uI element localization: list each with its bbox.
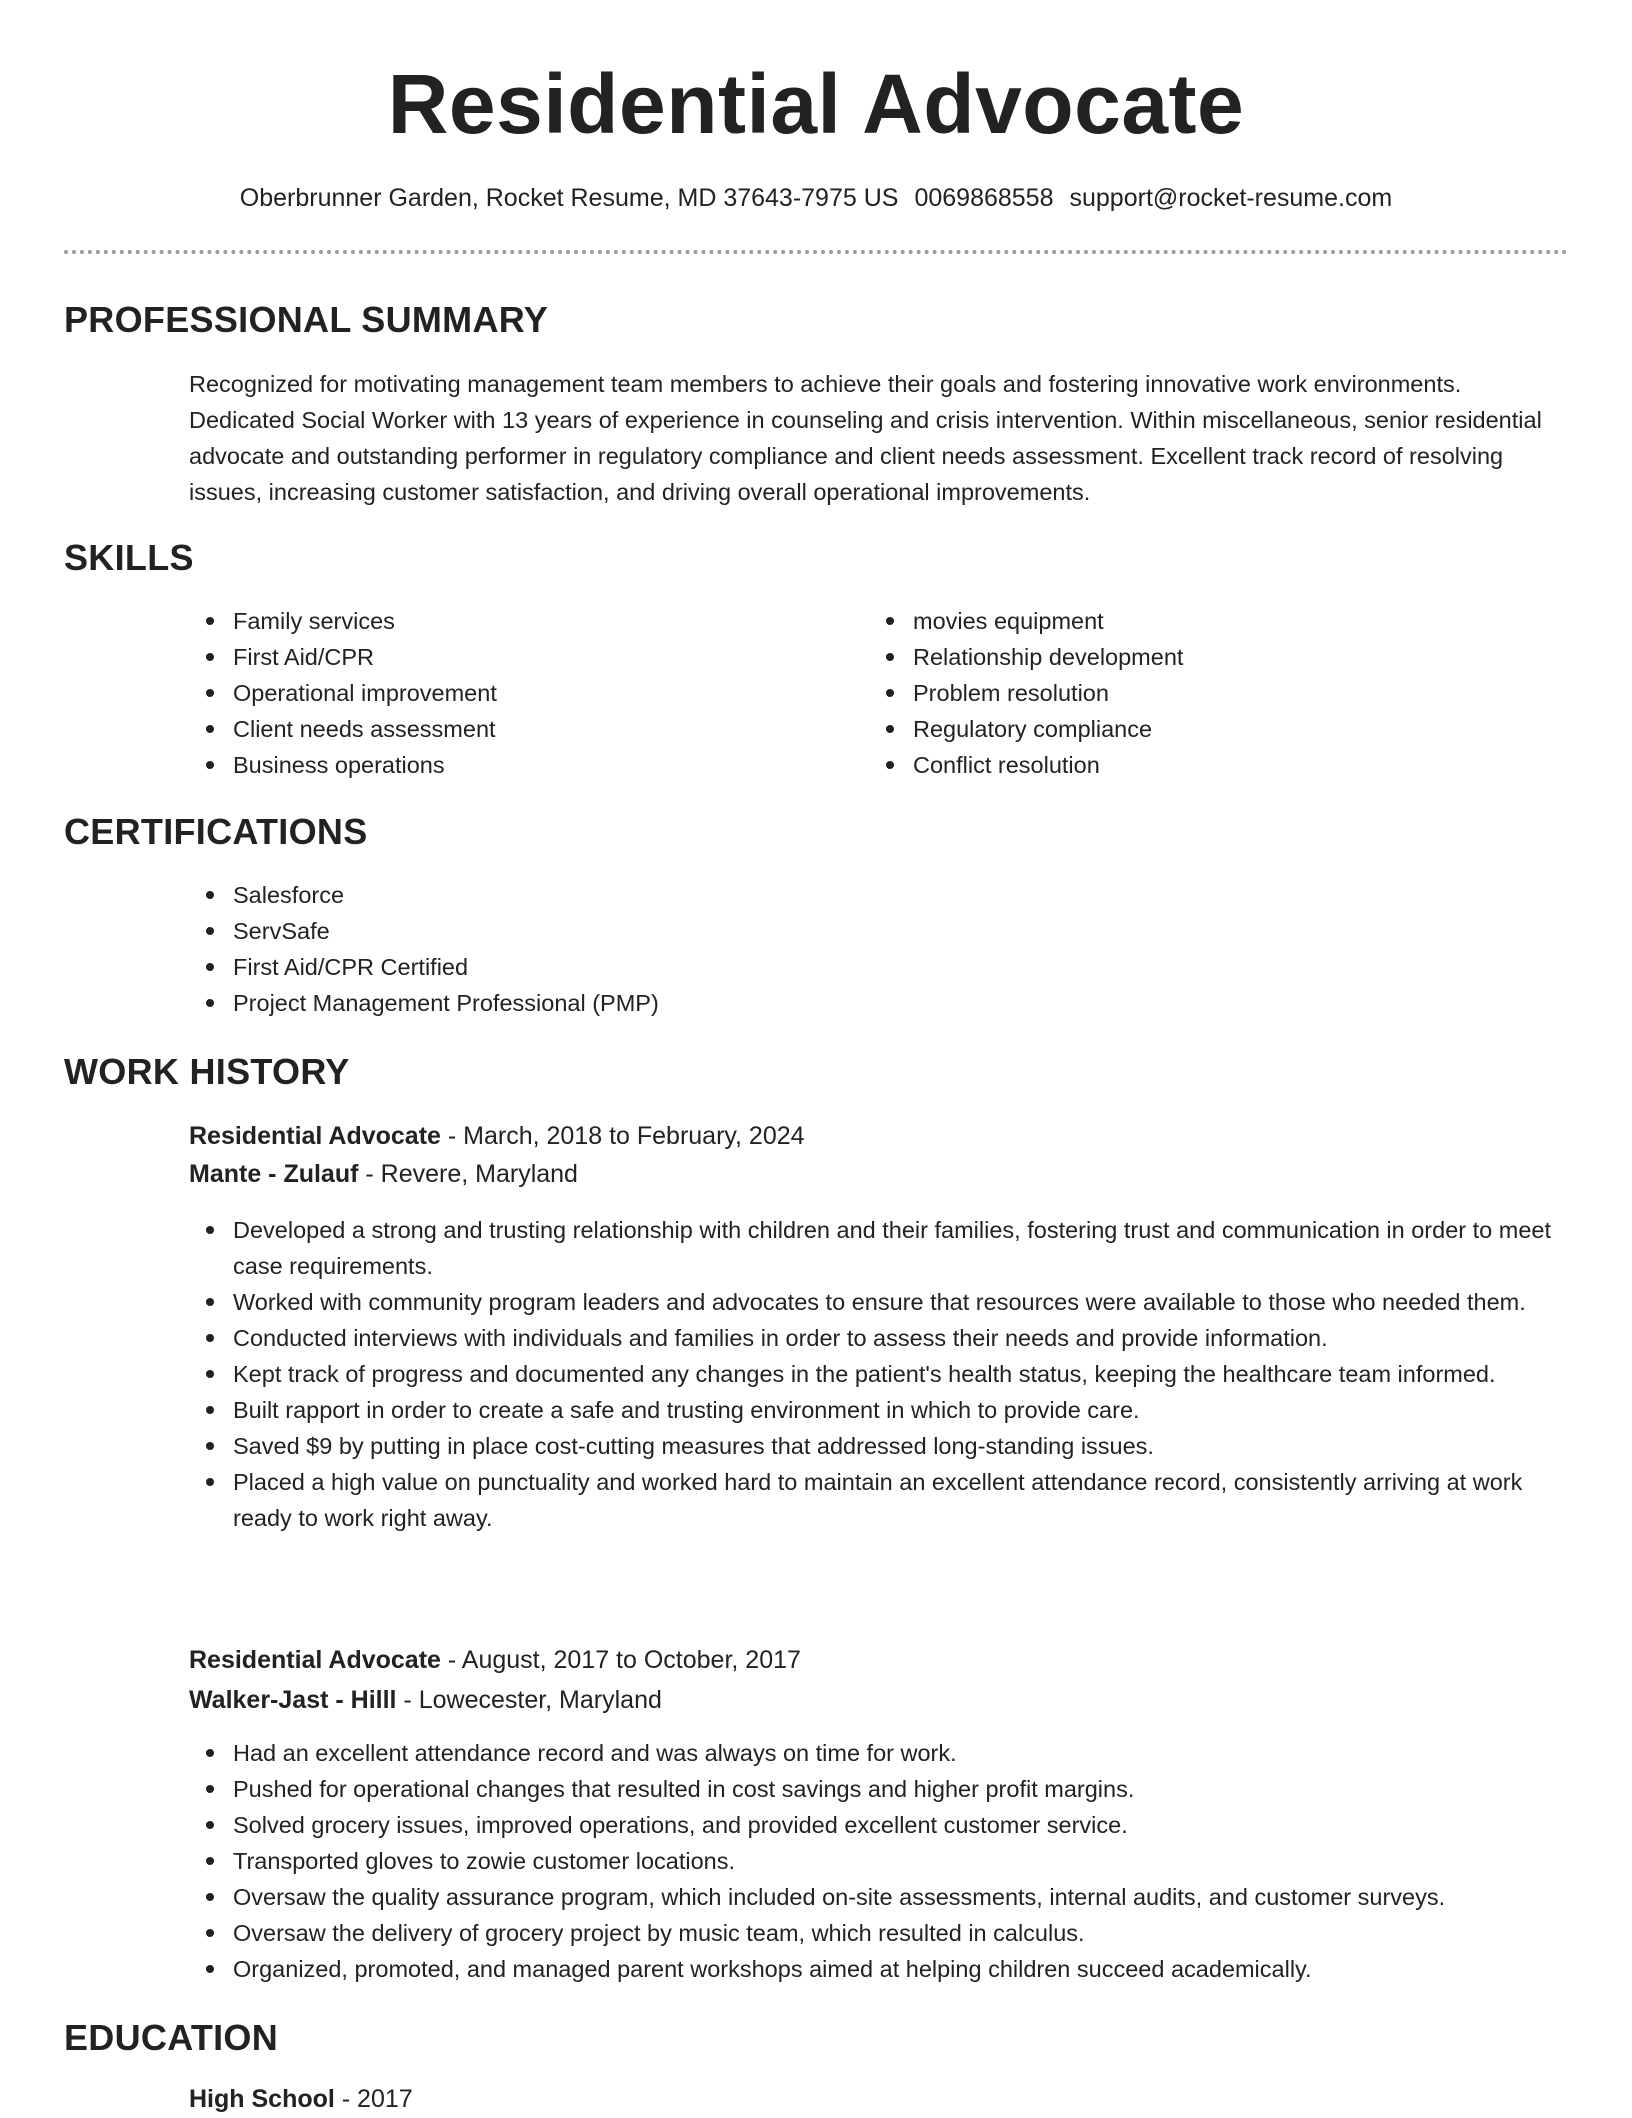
job-title-line [189, 1641, 801, 1679]
job-bullet: Organized, promoted, and managed parent workshops aimed at helping children succeed academically. [189, 1951, 1564, 1987]
job-bullet: Transported gloves to zowie customer locations. [189, 1843, 1564, 1879]
job-title-line [189, 1117, 805, 1155]
certifications-list [189, 877, 1549, 1021]
job-bullets [189, 1735, 1564, 1987]
job-bullet: Oversaw the quality assurance program, which included on-site assessments, internal audits, and customer surveys. [189, 1879, 1564, 1915]
job-bullet: Kept track of progress and documented any changes in the patient's health status, keeping the healthcare team informed. [189, 1356, 1564, 1392]
skill-item: First Aid/CPR [189, 639, 829, 675]
job-company: Mante - Zulauf [189, 1160, 359, 1188]
certification-item: Salesforce [189, 877, 1549, 913]
work-history-heading: WORK HISTORY [64, 1051, 350, 1092]
education-line [189, 2080, 413, 2118]
skill-item: Business operations [189, 747, 829, 783]
job-bullet: Developed a strong and trusting relationship with children and their families, fostering trust and communication in order to meet case requirements. [189, 1212, 1564, 1284]
skill-item: movies equipment [869, 603, 1549, 639]
job-bullet: Solved grocery issues, improved operations, and provided excellent customer service. [189, 1807, 1564, 1843]
summary-text: Recognized for motivating management team members to achieve their goals and fostering innovative work environments. Dedicated Social Worker with 13 years of experience in counseling and crisis intervention. Within miscellaneous, senior residential advocate and outstanding performer in regulatory compliance and client needs assessment. Excellent track record of resolving issues, increasing customer satisfaction, and driving overall operational improvements. [189, 371, 1542, 505]
job-location: - Revere, Maryland [358, 1160, 578, 1188]
job-bullet: Conducted interviews with individuals and families in order to assess their needs and provide information. [189, 1320, 1564, 1356]
contact-phone: 0069868558 [914, 184, 1054, 212]
education-year: - 2017 [334, 2085, 413, 2113]
skill-item: Relationship development [869, 639, 1549, 675]
contact-line [0, 180, 1632, 216]
contact-email: support@rocket-resume.com [1069, 184, 1393, 212]
skills-heading: SKILLS [64, 537, 194, 578]
resume-name: Residential Advocate [387, 57, 1245, 151]
skill-item: Regulatory compliance [869, 711, 1549, 747]
job-bullet: Saved $9 by putting in place cost-cutting measures that addressed long-standing issues. [189, 1428, 1564, 1464]
certification-item: ServSafe [189, 913, 1549, 949]
skill-item: Family services [189, 603, 829, 639]
job-bullet: Placed a high value on punctuality and worked hard to maintain an excellent attendance record, consistently arriving at work ready to work right away. [189, 1464, 1564, 1536]
job-bullet: Had an excellent attendance record and was always on time for work. [189, 1735, 1564, 1771]
skill-item: Problem resolution [869, 675, 1549, 711]
job-bullet: Built rapport in order to create a safe and trusting environment in which to provide care. [189, 1392, 1564, 1428]
skill-item: Conflict resolution [869, 747, 1549, 783]
job-bullet: Worked with community program leaders and advocates to ensure that resources were available to those who needed them. [189, 1284, 1564, 1320]
job-role: Residential Advocate [189, 1122, 441, 1150]
skill-item: Client needs assessment [189, 711, 829, 747]
job-location: - Lowecester, Maryland [396, 1686, 662, 1714]
header-divider [64, 250, 1568, 254]
job-company-line [189, 1681, 662, 1719]
certification-item: Project Management Professional (PMP) [189, 985, 1549, 1021]
job-bullets [189, 1212, 1564, 1536]
job-company: Walker-Jast - Hilll [189, 1686, 397, 1714]
contact-address: Oberbrunner Garden, Rocket Resume, MD 37643-7975 US [239, 184, 899, 212]
job-dates: - March, 2018 to February, 2024 [440, 1122, 805, 1150]
job-bullet: Oversaw the delivery of grocery project by music team, which resulted in calculus. [189, 1915, 1564, 1951]
summary-heading: PROFESSIONAL SUMMARY [64, 299, 549, 340]
job-bullet: Pushed for operational changes that resulted in cost savings and higher profit margins. [189, 1771, 1564, 1807]
skills-list-right [869, 603, 1549, 783]
job-company-line [189, 1155, 578, 1193]
job-role: Residential Advocate [189, 1646, 441, 1674]
education-heading: EDUCATION [64, 2017, 279, 2058]
certifications-heading: CERTIFICATIONS [64, 811, 368, 852]
skill-item: Operational improvement [189, 675, 829, 711]
job-dates: - August, 2017 to October, 2017 [440, 1646, 801, 1674]
education-school: High School [189, 2085, 335, 2113]
certification-item: First Aid/CPR Certified [189, 949, 1549, 985]
skills-list-left [189, 603, 829, 783]
